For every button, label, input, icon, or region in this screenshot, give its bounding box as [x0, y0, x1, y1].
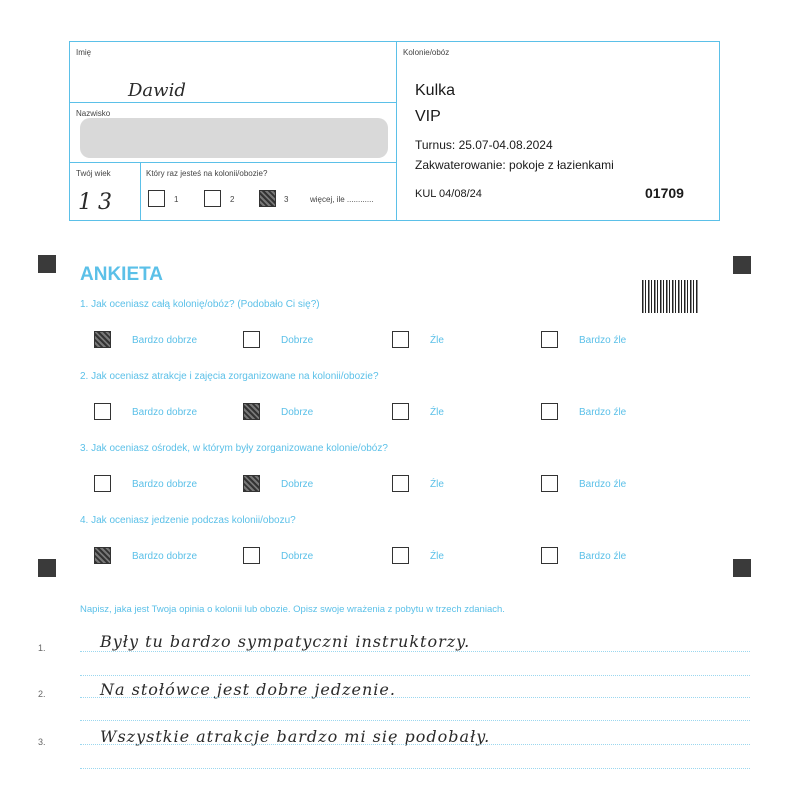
- question-1-option-label: Dobrze: [281, 335, 314, 346]
- question-4-option-label: Bardzo dobrze: [132, 551, 198, 562]
- question-2-option-label: Bardzo źle: [579, 407, 627, 418]
- question-1-checkbox-4[interactable]: [541, 331, 558, 348]
- opinion-prompt: Napisz, jaka jest Twoja opinia o kolonii lub obozie. Opisz swoje wrażenia z pobytu w trzech zdaniach.: [80, 604, 505, 615]
- question-4-checkbox-2[interactable]: [243, 547, 260, 564]
- dotted-line: [80, 651, 750, 652]
- question-2-option-label: Bardzo dobrze: [132, 407, 198, 418]
- header-divider-name: [70, 102, 396, 103]
- opinion-line-2[interactable]: Na stołówce jest dobre jedzenie.: [100, 680, 396, 699]
- line-number-2: 2.: [38, 689, 46, 699]
- times-checkbox-1[interactable]: [148, 190, 165, 207]
- survey-title: ANKIETA: [80, 264, 164, 285]
- name-value[interactable]: Dawid: [128, 80, 186, 101]
- registration-marker-top-right: [733, 256, 751, 274]
- times-option-1: 1: [174, 195, 179, 204]
- question-4-option-label: Bardzo źle: [579, 551, 627, 562]
- header-divider-surname: [70, 162, 396, 163]
- times-option-2: 2: [230, 195, 235, 204]
- question-3-option-label: Bardzo źle: [579, 479, 627, 490]
- question-1-checkbox-1[interactable]: [94, 331, 111, 348]
- question-3-option-label: Dobrze: [281, 479, 314, 490]
- opinion-line-3[interactable]: Wszystkie atrakcje bardzo mi się podobały.: [100, 727, 491, 746]
- question-2-checkbox-3[interactable]: [392, 403, 409, 420]
- question-2-checkbox-2[interactable]: [243, 403, 260, 420]
- question-4-text: 4. Jak oceniasz jedzenie podczas kolonii/obozu?: [80, 515, 296, 526]
- surname-label: Nazwisko: [76, 109, 111, 118]
- question-1-option-label: Źle: [430, 335, 444, 346]
- times-option-3: 3: [284, 195, 289, 204]
- form-number: 01709: [645, 185, 684, 201]
- question-4-checkbox-3[interactable]: [392, 547, 409, 564]
- question-3-checkbox-2[interactable]: [243, 475, 260, 492]
- dotted-line: [80, 744, 750, 745]
- question-2-checkbox-1[interactable]: [94, 403, 111, 420]
- question-3-checkbox-4[interactable]: [541, 475, 558, 492]
- dotted-line: [80, 697, 750, 698]
- question-3-checkbox-1[interactable]: [94, 475, 111, 492]
- question-1-option-label: Bardzo źle: [579, 335, 627, 346]
- age-value[interactable]: 13: [78, 190, 118, 215]
- question-1-checkbox-2[interactable]: [243, 331, 260, 348]
- question-1-checkbox-3[interactable]: [392, 331, 409, 348]
- times-more[interactable]: więcej, ile ............: [310, 195, 374, 204]
- line-number-3: 3.: [38, 737, 46, 747]
- camp-name: Kulka: [415, 82, 456, 99]
- surname-redaction: [80, 118, 388, 158]
- registration-marker-mid-left: [38, 559, 56, 577]
- header-divider-age: [140, 162, 141, 220]
- question-4-option-label: Dobrze: [281, 551, 314, 562]
- question-2-text: 2. Jak oceniasz atrakcje i zajęcia zorganizowane na kolonii/obozie?: [80, 371, 379, 382]
- question-3-option-label: Źle: [430, 479, 444, 490]
- line-number-1: 1.: [38, 643, 46, 653]
- question-3-checkbox-3[interactable]: [392, 475, 409, 492]
- times-checkbox-2[interactable]: [204, 190, 221, 207]
- dotted-line: [80, 675, 750, 676]
- times-label: Który raz jesteś na kolonii/obozie?: [146, 169, 268, 178]
- turnus: Turnus: 25.07-04.08.2024: [415, 138, 553, 152]
- barcode-icon: [642, 280, 698, 313]
- name-label: Imię: [76, 48, 92, 57]
- question-3-option-label: Bardzo dobrze: [132, 479, 198, 490]
- registration-marker-top-left: [38, 255, 56, 273]
- question-1-option-label: Bardzo dobrze: [132, 335, 198, 346]
- question-4-checkbox-4[interactable]: [541, 547, 558, 564]
- camp-code: KUL 04/08/24: [415, 188, 482, 200]
- header-form: [69, 41, 720, 221]
- header-divider-vertical: [396, 42, 397, 220]
- question-2-option-label: Źle: [430, 407, 444, 418]
- camp-label: Kolonie/obóz: [403, 48, 450, 57]
- question-2-checkbox-4[interactable]: [541, 403, 558, 420]
- question-4-checkbox-1[interactable]: [94, 547, 111, 564]
- times-checkbox-3[interactable]: [259, 190, 276, 207]
- registration-marker-mid-right: [733, 559, 751, 577]
- question-4-option-label: Źle: [430, 551, 444, 562]
- dotted-line: [80, 720, 750, 721]
- question-2-option-label: Dobrze: [281, 407, 314, 418]
- age-label: Twój wiek: [76, 169, 111, 178]
- question-3-text: 3. Jak oceniasz ośrodek, w którym były zorganizowane kolonie/obóz?: [80, 443, 388, 454]
- question-1-text: 1. Jak oceniasz całą kolonię/obóz? (Podobało Ci się?): [80, 299, 320, 310]
- accommodation: Zakwaterowanie: pokoje z łazienkami: [415, 158, 614, 172]
- opinion-line-1[interactable]: Były tu bardzo sympatyczni instruktorzy.: [100, 632, 471, 651]
- dotted-line: [80, 768, 750, 769]
- camp-type: VIP: [415, 108, 441, 125]
